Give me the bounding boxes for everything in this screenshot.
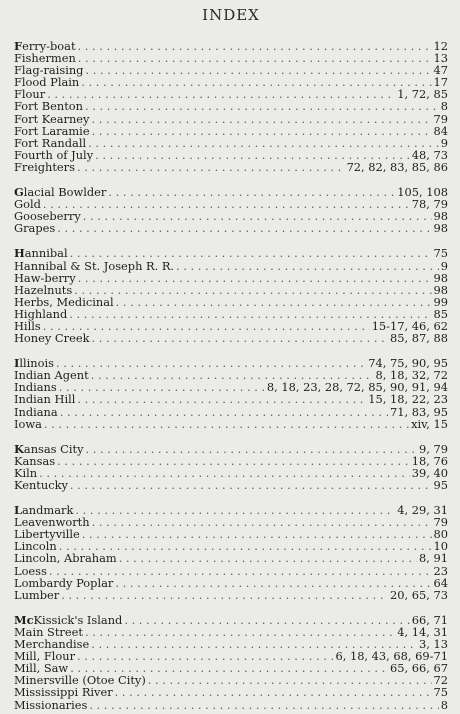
index-pages: 8: [440, 697, 448, 712]
dot-leader: [119, 552, 417, 564]
index-group: [14, 504, 448, 601]
index-term: Landmark: [14, 503, 74, 518]
index-entry: [14, 40, 448, 52]
dot-leader: [86, 443, 418, 455]
index-entry: [14, 418, 448, 430]
dot-leader: [78, 272, 432, 284]
index-term: McKissick's Island: [14, 612, 123, 627]
dot-leader: [85, 64, 431, 76]
index-pages: 105, 108: [397, 185, 448, 200]
dot-leader: [78, 40, 432, 52]
index-term: Gooseberry: [14, 209, 81, 224]
index-entry: [14, 528, 448, 540]
index-entry: [14, 284, 448, 296]
index-term: Minersville (Otoe City): [14, 673, 146, 688]
index-pages: 98: [433, 221, 448, 236]
index-pages: 80: [433, 527, 448, 542]
index-term: Glacial Bowlder: [14, 185, 107, 200]
dot-leader: [56, 357, 366, 369]
dot-leader: [70, 247, 432, 259]
index-term: Fort Kearney: [14, 111, 90, 126]
dot-leader: [85, 100, 439, 112]
dot-leader: [39, 467, 410, 479]
index-entry: [14, 686, 448, 698]
index-pages: 8, 18, 23, 28, 72, 85, 90, 91, 94: [266, 380, 448, 395]
index-term: Illinois: [14, 356, 54, 371]
index-pages: 85: [433, 306, 448, 321]
index-entry: [14, 247, 448, 259]
dot-leader: [59, 381, 265, 393]
index-pages: 84: [433, 123, 448, 138]
index-term: Flour: [14, 87, 46, 102]
index-term: Iowa: [14, 416, 42, 431]
dot-leader: [92, 125, 432, 137]
index-pages: 74, 75, 90, 95: [368, 356, 448, 371]
index-term: Hannibal & St. Joseph R. R.: [14, 258, 175, 273]
index-term: Indiana: [14, 404, 58, 419]
index-pages: 39, 40: [411, 465, 448, 480]
dot-leader: [115, 686, 432, 698]
index-entry: [14, 76, 448, 88]
dot-leader: [116, 296, 432, 308]
index-title: INDEX: [202, 6, 260, 24]
index-entry: [14, 479, 448, 491]
dot-leader: [115, 577, 431, 589]
index-pages: 6, 18, 43, 68, 69-71: [335, 649, 448, 664]
index-entry: [14, 161, 448, 173]
index-pages: 9, 79: [419, 441, 448, 456]
index-term: Herbs, Medicinal: [14, 294, 114, 309]
index-term: Fort Laramie: [14, 123, 90, 138]
index-pages: 9: [440, 258, 448, 273]
index-term: Fishermen: [14, 51, 76, 66]
index-pages: 8, 91: [419, 551, 448, 566]
index-term: Loess: [14, 563, 47, 578]
index-pages: 17: [433, 75, 448, 90]
index-pages: 12: [433, 39, 448, 53]
index-term: Hannibal: [14, 246, 68, 261]
dot-leader: [124, 614, 409, 626]
index-pages: 18, 76: [411, 453, 448, 468]
index-entry: [14, 210, 448, 222]
index-term: Indian Agent: [14, 368, 89, 383]
index-entry: [14, 650, 448, 662]
index-pages: 98: [433, 282, 448, 297]
dot-leader: [57, 455, 410, 467]
index-pages: 72, 82, 83, 85, 86: [346, 159, 448, 174]
index-group: [14, 443, 448, 491]
index-entry: [14, 577, 448, 589]
index-pages: 15, 18, 22, 23: [368, 392, 448, 407]
index-term: Mississippi River: [14, 685, 113, 700]
index-entry: [14, 443, 448, 455]
dot-leader: [91, 332, 388, 344]
index-pages: 99: [433, 294, 448, 309]
dot-leader: [89, 699, 438, 711]
index-group: [14, 614, 448, 711]
index-pages: 79: [433, 111, 448, 126]
dot-leader: [43, 320, 370, 332]
dot-leader: [88, 137, 439, 149]
dot-leader: [83, 210, 432, 222]
index-entry: [14, 186, 448, 198]
index-entry: [14, 272, 448, 284]
index-term: Freighters: [14, 159, 75, 174]
index-term: Lincoln: [14, 539, 57, 554]
index-entry: [14, 100, 448, 112]
index-pages: 23: [433, 563, 448, 578]
index-entry: [14, 296, 448, 308]
index-pages: 85, 87, 88: [390, 331, 448, 346]
index-term: Flood Plain: [14, 75, 80, 90]
index-term: Highland: [14, 306, 68, 321]
index-term: Mill, Saw: [14, 661, 69, 676]
index-term: Haw-berry: [14, 270, 76, 285]
dot-leader: [108, 186, 395, 198]
index-term: Fourth of July: [14, 147, 94, 162]
index-pages: 71, 83, 95: [390, 404, 448, 419]
index-term: Fort Randall: [14, 135, 87, 150]
index-pages: 66, 71: [411, 612, 448, 627]
index-pages: 64: [433, 575, 448, 590]
index-pages: 10: [433, 539, 448, 554]
index-entry: [14, 125, 448, 137]
dot-leader: [43, 198, 410, 210]
dot-leader: [78, 52, 432, 64]
index-term: Libertyville: [14, 527, 80, 542]
index-pages: 78, 79: [411, 197, 448, 212]
index-entry: [14, 332, 448, 344]
dot-leader: [61, 589, 388, 601]
index-pages: 8: [440, 99, 448, 114]
index-pages: 8, 18, 32, 72: [375, 368, 448, 383]
index-pages: 98: [433, 209, 448, 224]
index-entry: [14, 699, 448, 711]
index-entry: [14, 552, 448, 564]
dot-leader: [47, 88, 395, 100]
index-term: Lumber: [14, 587, 60, 602]
index-term: Gold: [14, 197, 41, 212]
index-pages: 72: [433, 673, 448, 688]
dot-leader: [77, 393, 366, 405]
dot-leader: [81, 76, 431, 88]
index-entry: [14, 565, 448, 577]
index-pages: 15-17, 46, 62: [371, 318, 448, 333]
index-term: Kentucky: [14, 478, 68, 492]
index-pages: 13: [433, 51, 448, 66]
index-term: Leavenworth: [14, 515, 90, 530]
dot-leader: [75, 504, 395, 516]
index-groups: [14, 40, 448, 711]
index-term: Ferry-boat: [14, 39, 76, 53]
index-term: Hills: [14, 318, 41, 333]
index-entry: [14, 455, 448, 467]
index-pages: 4, 14, 31: [397, 624, 448, 639]
dot-leader: [85, 626, 395, 638]
dot-leader: [91, 113, 431, 125]
index-entry: [14, 222, 448, 234]
index-term: Kansas City: [14, 441, 84, 456]
index-term: Lombardy Poplar: [14, 575, 114, 590]
index-pages: 3, 13: [419, 637, 448, 652]
index-pages: 9: [440, 135, 448, 150]
index-term: Honey Creek: [14, 331, 90, 346]
index-term: Grapes: [14, 221, 56, 236]
index-term: Merchandise: [14, 637, 90, 652]
index-term: Flag-raising: [14, 63, 84, 78]
index-term: Indians: [14, 380, 57, 395]
index-pages: 95: [433, 478, 448, 492]
dot-leader: [92, 516, 432, 528]
dot-leader: [49, 565, 432, 577]
dot-leader: [57, 222, 431, 234]
dot-leader: [70, 479, 432, 491]
index-group: [14, 357, 448, 430]
index-term: Lincoln, Abraham: [14, 551, 117, 566]
index-entry: [14, 260, 448, 272]
index-group: [14, 247, 448, 344]
index-entry: [14, 406, 448, 418]
index-term: Indian Hill: [14, 392, 76, 407]
index-pages: 65, 66, 67: [390, 661, 448, 676]
index-term: Mill, Flour: [14, 649, 76, 664]
index-pages: 79: [433, 515, 448, 530]
index-term: Fort Benton: [14, 99, 83, 114]
index-pages: 4, 29, 31: [397, 503, 448, 518]
index-pages: 1, 72, 85: [397, 87, 448, 102]
dot-leader: [82, 528, 432, 540]
index-pages: 47: [433, 63, 448, 78]
index-entry: [14, 589, 448, 601]
index-entry: [14, 113, 448, 125]
index-term: Main Street: [14, 624, 83, 639]
index-term: Missionaries: [14, 697, 88, 712]
index-pages: 75: [433, 685, 448, 700]
dot-leader: [60, 406, 388, 418]
dot-leader: [77, 650, 333, 662]
index-term: Kiln: [14, 465, 38, 480]
index-pages: 48, 73: [411, 147, 448, 162]
dot-leader: [148, 674, 432, 686]
index-group: [14, 40, 448, 173]
index-pages: 98: [433, 270, 448, 285]
index-entry: [14, 393, 448, 405]
index-term: Hazelnuts: [14, 282, 73, 297]
index-entry: [14, 467, 448, 479]
index-entry: [14, 64, 448, 76]
dot-leader: [44, 418, 409, 430]
dot-leader: [176, 260, 439, 272]
index-term: Kansas: [14, 453, 56, 468]
dot-leader: [77, 161, 345, 173]
index-pages: 20, 65, 73: [390, 587, 448, 602]
dot-leader: [74, 284, 431, 296]
index-pages: xiv, 15: [411, 416, 448, 431]
index-group: [14, 186, 448, 234]
index-pages: 75: [433, 246, 448, 261]
